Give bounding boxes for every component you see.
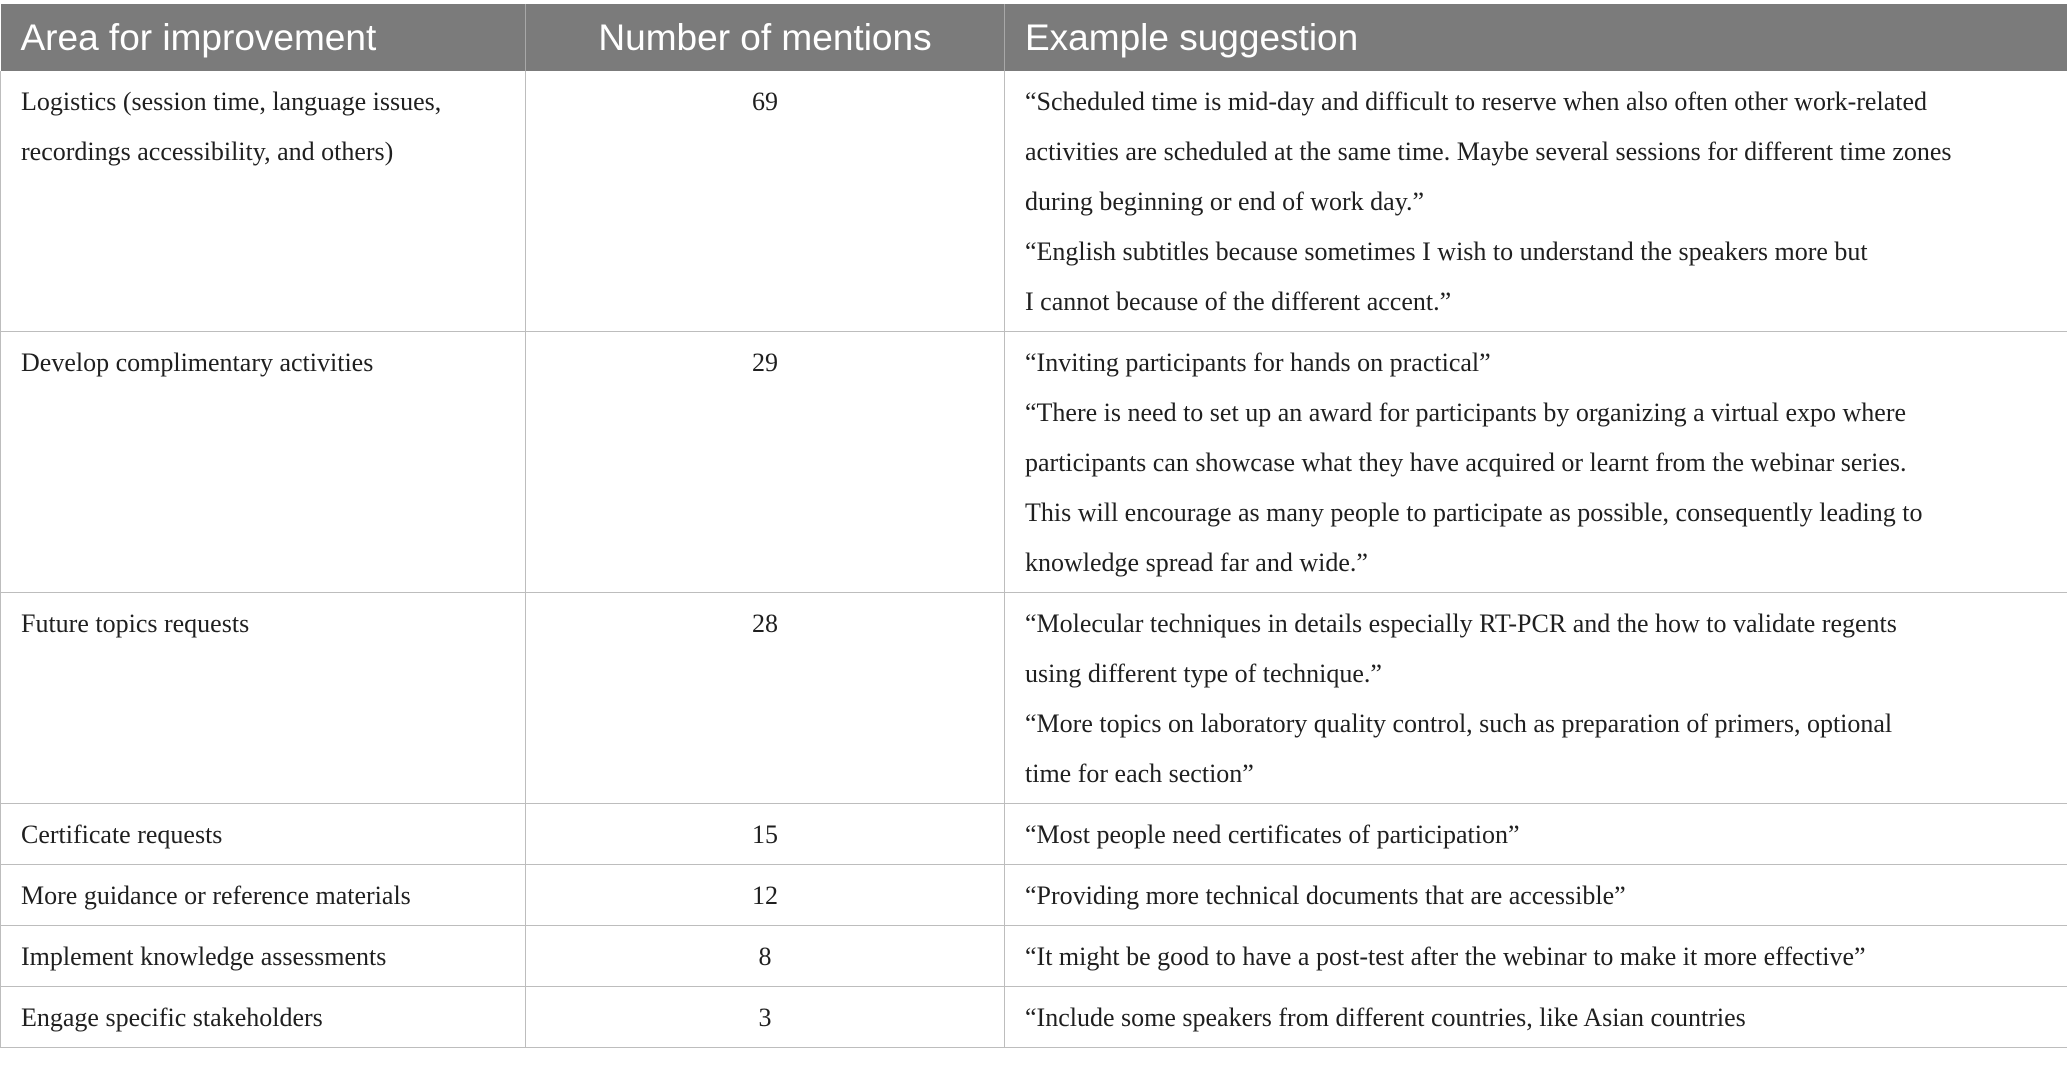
table-row: [1, 804, 2067, 865]
example-text: “Most people need certificates of participation”: [1025, 820, 1520, 849]
example-cell: [1005, 987, 2067, 1048]
example-text: using different type of technique.”: [1025, 659, 1382, 688]
example-text: This will encourage as many people to participate as possible, consequently leading to: [1025, 498, 1923, 527]
improvement-table: [0, 4, 2067, 1048]
area-cell: [1, 71, 526, 332]
area-text: Certificate requests: [21, 820, 223, 849]
example-cell: [1005, 71, 2067, 332]
area-text: Logistics (session time, language issues,: [21, 87, 442, 116]
area-text: Future topics requests: [21, 609, 250, 638]
area-cell: [1, 987, 526, 1048]
example-text: “Molecular techniques in details especially RT-PCR and the how to validate regents: [1025, 609, 1897, 638]
table-row: [1, 332, 2067, 593]
example-text: “There is need to set up an award for participants by organizing a virtual expo where: [1025, 398, 1907, 427]
example-text: I cannot because of the different accent.”: [1025, 287, 1452, 316]
mentions-cell: 69: [526, 71, 1005, 332]
example-cell: [1005, 926, 2067, 987]
table-row: [1, 926, 2067, 987]
example-text: “Scheduled time is mid-day and difficult to reserve when also often other work-related: [1025, 87, 1928, 116]
example-text: “It might be good to have a post-test after the webinar to make it more effective”: [1025, 942, 1866, 971]
table-row: [1, 593, 2067, 804]
example-text: “English subtitles because sometimes I wish to understand the speakers more but: [1025, 237, 1868, 266]
example-text: activities are scheduled at the same time. Maybe several sessions for different time zones: [1025, 137, 1952, 166]
example-text: participants can showcase what they have acquired or learnt from the webinar series.: [1025, 448, 1907, 477]
table-row: [1, 987, 2067, 1048]
area-text: Develop complimentary activities: [21, 348, 374, 377]
example-text: during beginning or end of work day.”: [1025, 187, 1425, 216]
table-body: [1, 71, 2067, 1048]
example-cell: [1005, 332, 2067, 593]
area-cell: [1, 804, 526, 865]
mentions-cell: 28: [526, 593, 1005, 804]
example-text: “Include some speakers from different countries, like Asian countries: [1025, 1003, 1746, 1032]
header-area: Area for improvement: [1, 4, 526, 71]
example-text: “More topics on laboratory quality control, such as preparation of primers, optional: [1025, 709, 1893, 738]
area-text: recordings accessibility, and others): [21, 137, 394, 166]
header-example: Example suggestion: [1005, 4, 2067, 71]
area-text: Implement knowledge assessments: [21, 942, 387, 971]
example-cell: [1005, 804, 2067, 865]
table-row: [1, 71, 2067, 332]
example-cell: [1005, 593, 2067, 804]
table-row: [1, 865, 2067, 926]
area-cell: [1, 593, 526, 804]
example-text: “Providing more technical documents that are accessible”: [1025, 881, 1626, 910]
area-cell: [1, 865, 526, 926]
table-header-row: [1, 4, 2067, 71]
example-cell: [1005, 865, 2067, 926]
area-text: More guidance or reference materials: [21, 881, 411, 910]
header-mentions: Number of mentions: [526, 4, 1005, 71]
example-text: “Inviting participants for hands on practical”: [1025, 348, 1491, 377]
mentions-cell: 8: [526, 926, 1005, 987]
mentions-cell: 29: [526, 332, 1005, 593]
area-cell: [1, 926, 526, 987]
mentions-cell: 12: [526, 865, 1005, 926]
area-text: Engage specific stakeholders: [21, 1003, 323, 1032]
mentions-cell: 15: [526, 804, 1005, 865]
example-text: knowledge spread far and wide.”: [1025, 548, 1368, 577]
area-cell: [1, 332, 526, 593]
example-text: time for each section”: [1025, 759, 1254, 788]
mentions-cell: 3: [526, 987, 1005, 1048]
